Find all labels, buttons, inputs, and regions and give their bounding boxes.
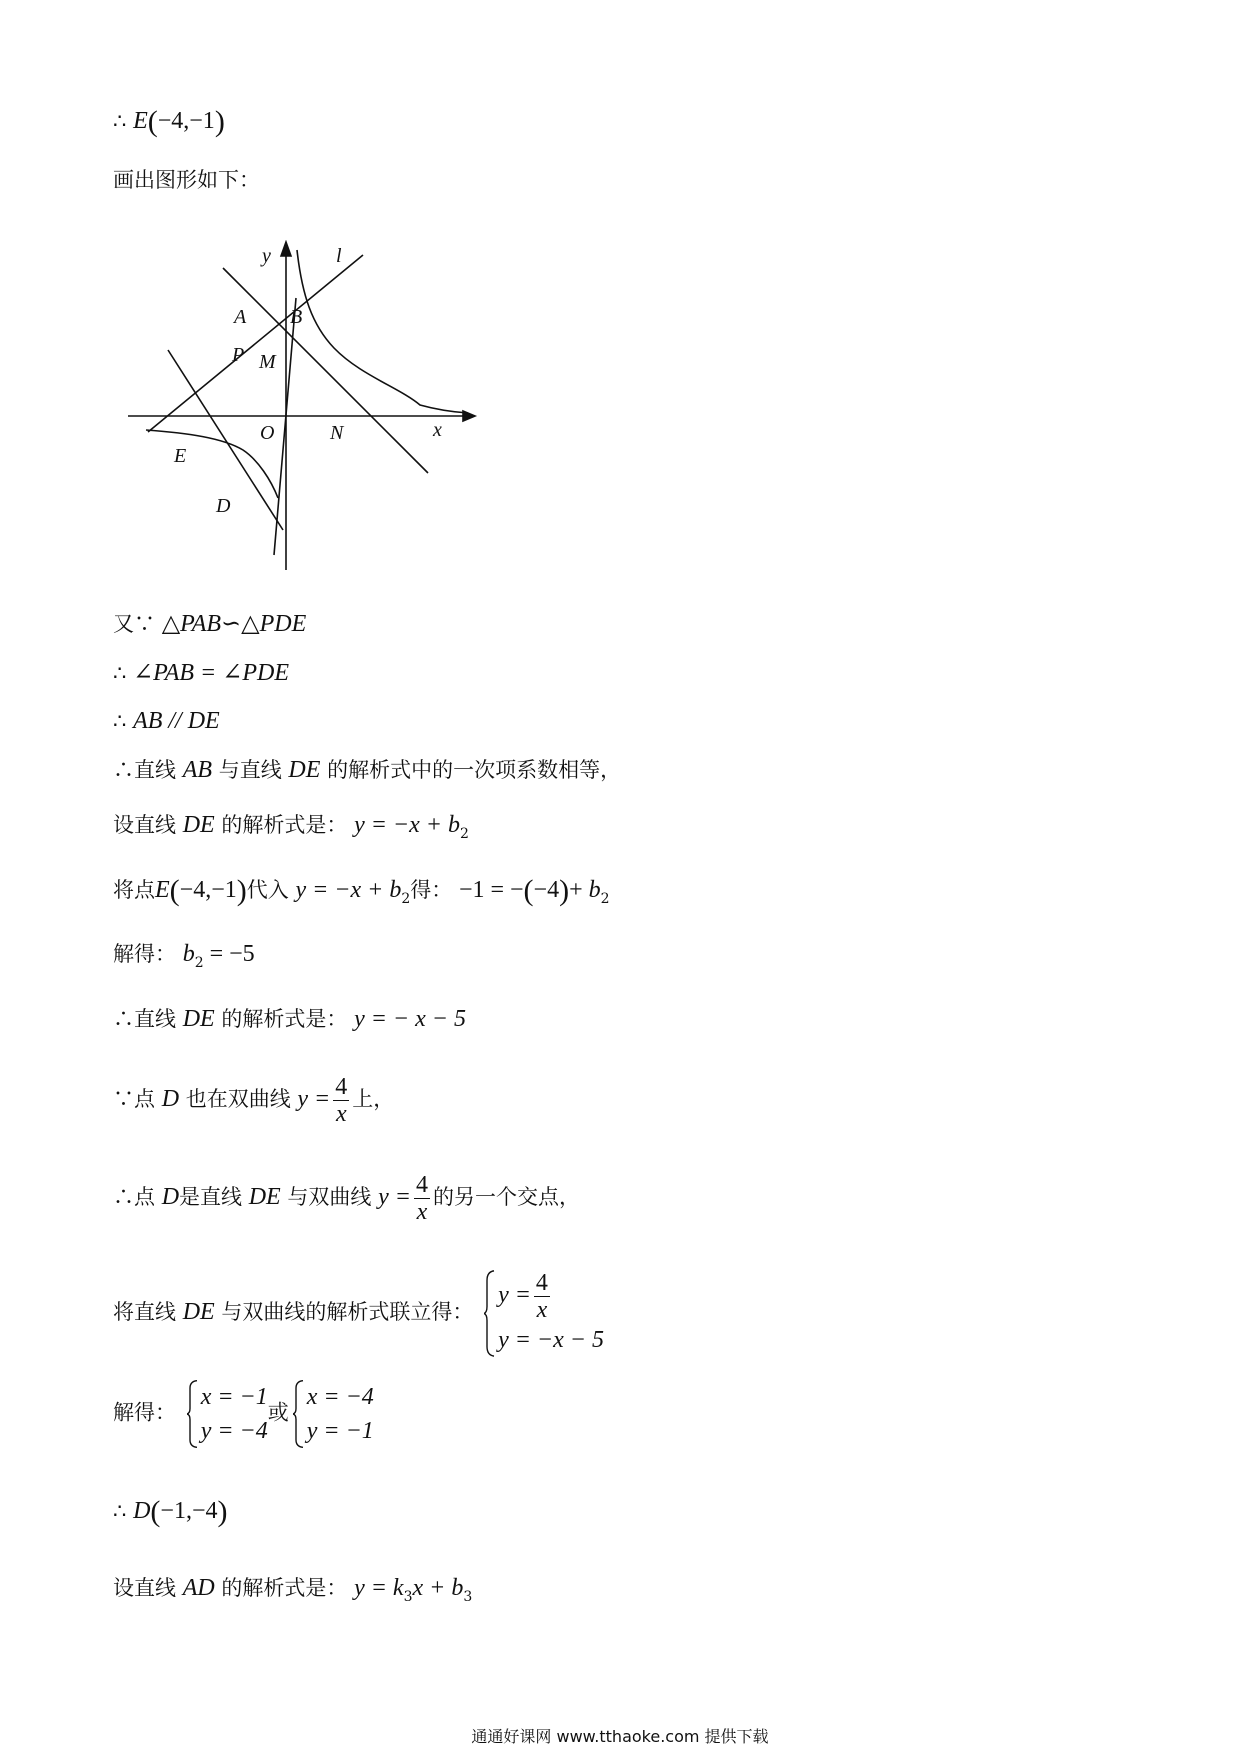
therefore-symbol: ∴ [113, 109, 127, 133]
therefore-symbol: ∴ [113, 1499, 127, 1523]
label-y: y [262, 245, 271, 267]
text-segment: 直线 [134, 1007, 176, 1031]
page-footer: 通通好课网 www.tthaoke.com 提供下载 [471, 1727, 769, 1746]
label-l: l [336, 245, 342, 267]
solution-2-row-2: y = −1 [306, 1418, 374, 1444]
therefore-symbol: ∴ [113, 661, 127, 685]
subscript: 2 [600, 891, 610, 907]
parallel-expr: AB // DE [133, 708, 220, 734]
solution-2 [293, 1380, 374, 1448]
line-DE-result [113, 1005, 466, 1033]
solution-1-row-1: x = −1 [200, 1384, 268, 1410]
point-E-name: E [133, 108, 148, 134]
text-segment: 或 [267, 1400, 289, 1425]
line-draw-figure: 画出图形如下： [113, 168, 260, 192]
fraction-numerator: 4 [335, 1074, 348, 1100]
point-D-name: D [161, 1184, 180, 1210]
math-DE: DE [182, 1006, 215, 1032]
therefore-symbol: ∴ [113, 758, 134, 782]
subscript: 3 [463, 1589, 473, 1605]
text-segment: 与双曲线 [287, 1185, 372, 1209]
text-segment: 与 [218, 758, 240, 782]
similar-expr: △PAB∽△PDE [161, 611, 307, 637]
text-segment: 与双曲线的解析式联立得： [221, 1300, 474, 1324]
therefore-symbol: ∴ [113, 1007, 134, 1031]
math-b: b [447, 812, 460, 838]
equation-system [484, 1270, 604, 1357]
line-angle-eq [113, 659, 289, 687]
line-D-on-hyperbola [113, 1074, 394, 1127]
text-segment: 直线 [134, 758, 176, 782]
fraction [534, 1270, 550, 1323]
text-segment: 的解析式是： [221, 813, 348, 837]
math-b: b [389, 877, 402, 903]
math-DE: DE [182, 812, 215, 838]
left-brace [484, 1270, 496, 1357]
text-segment: 将直线 [113, 1300, 176, 1324]
fraction [414, 1172, 430, 1225]
math-b: b [451, 1575, 464, 1601]
math-k: k [392, 1575, 404, 1601]
text-segment: 点 [134, 1087, 155, 1111]
line-combine-system [113, 1270, 604, 1357]
line-solve-b2 [113, 940, 255, 977]
hyperbola-branch-1 [297, 250, 468, 413]
solution-1-row-2: y = −4 [200, 1418, 268, 1444]
line-D-intersection [113, 1172, 580, 1225]
math-expr: −4 [533, 877, 560, 903]
math-DE: DE [182, 1299, 215, 1325]
line-AB [223, 268, 428, 473]
math-DE: DE [248, 1184, 281, 1210]
text-segment: 将点 [113, 878, 155, 902]
subscript: 3 [403, 1589, 413, 1605]
math-expr: y = [354, 1575, 393, 1601]
point-E-name: E [155, 877, 170, 903]
text-segment: 是直线 [179, 1185, 243, 1209]
text-segment: 的解析式是： [221, 1576, 348, 1600]
math-expr: y = −x + [354, 812, 448, 838]
math-DE: DE [288, 757, 321, 783]
fraction-denominator: x [414, 1198, 430, 1225]
math-AB: AB [182, 757, 213, 783]
system-row-1 [498, 1270, 604, 1323]
point-D-name: D [133, 1498, 151, 1524]
text-segment: 解得： [113, 942, 176, 966]
math-AD: AD [182, 1575, 215, 1601]
label-N: N [330, 422, 344, 444]
text-segment: 直线 [239, 758, 282, 782]
line-substitute: 将点E(−4,−1)代入 $y = -x + b_2$得： $-1 = -(-4)+ b_2$ [113, 874, 610, 907]
left-brace [293, 1380, 305, 1448]
label-O: O [260, 422, 275, 444]
y-axis-arrow [281, 242, 291, 256]
label-M: M [259, 351, 276, 373]
line-AD [274, 298, 296, 555]
text-segment: 也在双曲线 [185, 1087, 291, 1111]
text-segment: 上， [352, 1087, 395, 1111]
point-E-coords: −4,−1 [179, 877, 237, 903]
angle-eq-expr: ∠PAB = ∠PDE [133, 660, 290, 686]
line-parallel [113, 707, 220, 735]
line-similar [113, 610, 306, 638]
solution-2-row-1: x = −4 [306, 1384, 374, 1410]
subscript: 2 [459, 826, 469, 842]
line-set-DE [113, 811, 469, 848]
label-x: x [433, 419, 442, 441]
line-set-AD [113, 1574, 472, 1611]
point-D-coords: −1,−4 [160, 1498, 218, 1524]
math-expr: x + [412, 1575, 452, 1601]
therefore-symbol: ∴ [113, 1185, 134, 1209]
subscript: 2 [194, 955, 204, 971]
label-B: B [290, 306, 303, 328]
math-expr: y = −x + [295, 877, 390, 903]
text-segment: 得： [410, 878, 453, 902]
text-segment: 的解析式是： [221, 1007, 348, 1031]
math-expr: = −5 [203, 941, 255, 967]
math-expr: −1 = − [458, 877, 524, 903]
text-segment: 解得： [113, 1400, 176, 1425]
math-expr: + [569, 877, 589, 903]
therefore-symbol: ∴ [113, 709, 127, 733]
math-expr: y = [297, 1086, 331, 1112]
fraction-denominator: x [534, 1296, 550, 1323]
point-D-name: D [161, 1086, 180, 1112]
label-P: P [232, 344, 245, 366]
math-expr: y = [498, 1282, 531, 1309]
text-segment: 设直线 [113, 813, 176, 837]
fraction-numerator: 4 [415, 1172, 428, 1198]
line-E-coords: ∴ E(−4,−1) [113, 105, 225, 138]
fraction-denominator: x [333, 1100, 349, 1127]
label-A: A [234, 306, 247, 328]
left-brace [187, 1380, 199, 1448]
math-b: b [588, 877, 601, 903]
label-D: D [216, 495, 231, 517]
math-expr: y = − x − 5 [354, 1006, 466, 1032]
coordinate-figure [128, 240, 478, 580]
line-D-coords: ∴ D(−1,−4) [113, 1495, 228, 1528]
math-b: b [182, 941, 195, 967]
label-E: E [174, 445, 187, 467]
text-segment: 的另一个交点， [432, 1185, 580, 1209]
math-expr: y = [378, 1184, 411, 1210]
fraction-numerator: 4 [535, 1270, 548, 1296]
text-segment: 代入 [246, 878, 289, 902]
text-segment: 点 [134, 1185, 155, 1209]
hyperbola-branch-2 [146, 430, 278, 498]
text-segment: 设直线 [113, 1576, 176, 1600]
system-row-2: y = −x − 5 [498, 1327, 604, 1353]
because-symbol: ∵ [113, 1087, 134, 1111]
line-slope-equal [113, 756, 621, 784]
line-solutions [113, 1380, 374, 1448]
solution-1 [187, 1380, 268, 1448]
text-segment: 的解析式中的一次项系数相等， [327, 758, 622, 782]
subscript: 2 [401, 891, 411, 907]
fraction [333, 1074, 349, 1127]
point-E-coords: −4,−1 [157, 108, 215, 134]
again-because: 又∵ [113, 612, 155, 636]
